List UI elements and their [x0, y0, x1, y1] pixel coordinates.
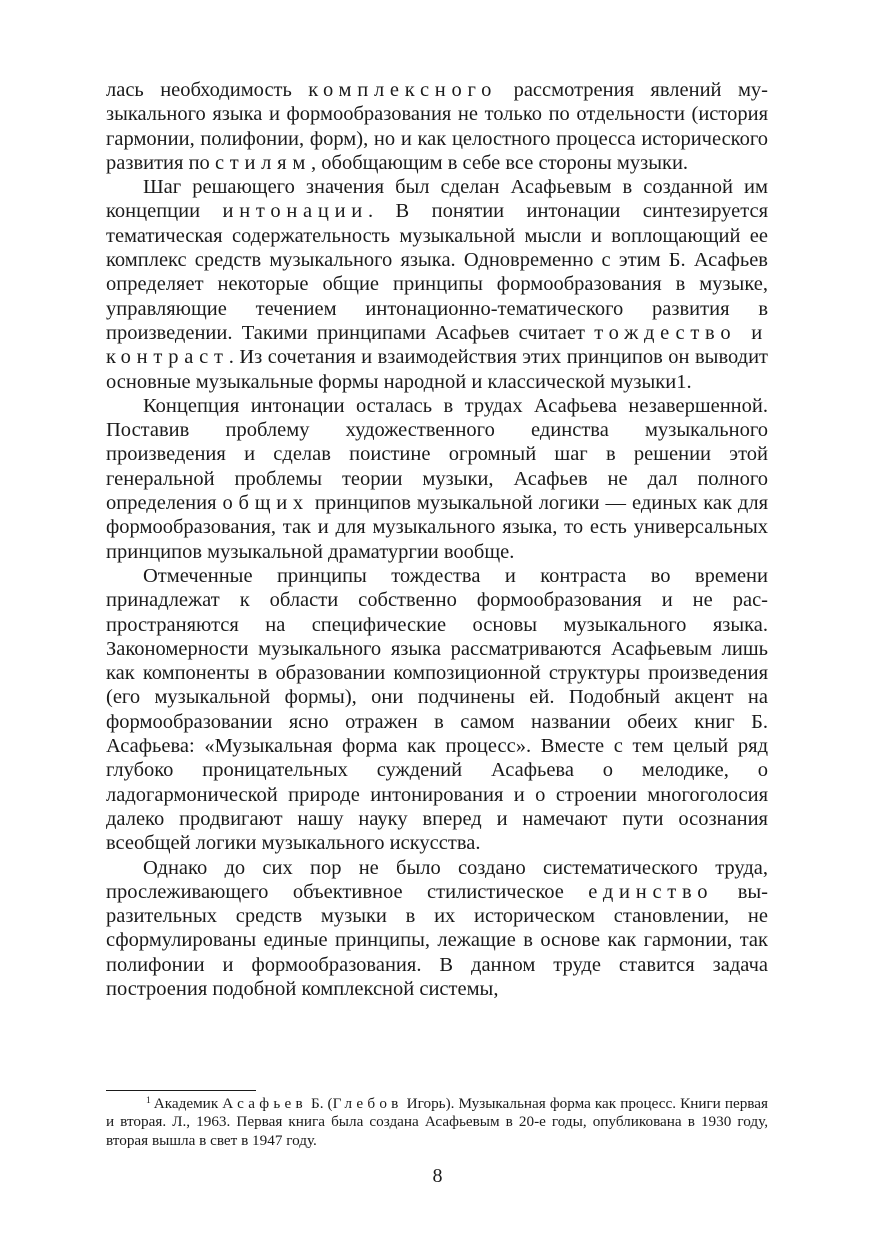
paragraph-1 [106, 78, 768, 175]
footnote [106, 1092, 768, 1150]
page-number: 8 [432, 1165, 443, 1187]
paragraph-text: Отмеченные принципы тождества и контраста во времени принадлежат к области собственно формообразования и не распространяются на специфические основы музыкального языка. Закономерности музыкального языка рассматриваются Асафьевым лишь как компоненты в образовании композиционной структуры произведения (его музыкальной формы), они подчинены ей. Подобный акцент на формообразовании ясно отражен в самом названии обеих книг Б. Асафьева: «Музыкальная форма как процесс». Вместе с тем целый ряд глубоко проницательных суждений Асафьева о мелодике, о ладогармонической природе интонирования и о строении многоголосия далеко продвигают нашу науку вперед и намечают пути осознания всеобщей логики музыкального искусства. [106, 564, 768, 855]
footnote-separator [106, 1090, 256, 1091]
spaced-emphasis: единство [588, 880, 714, 903]
spaced-emphasis: стилям [214, 151, 312, 174]
page-body [106, 78, 768, 1001]
footnote-part: Игорь). Музыкальная форма как процесс. Книги первая и вторая. Л., 1963. Первая книга была создана Асафьевым в 20-е годы, опубликована в 1930 году, вторая вышла в свет в 1947 году. [106, 1095, 769, 1149]
spaced-emphasis: Асафьев [222, 1095, 307, 1112]
paragraph-text: принципов музыкальной логики — единых как для формообразования, так и для музыкального языка, то есть универсальных принципов музыкальной драматургии вообще. [106, 492, 769, 563]
paragraph-4 [106, 564, 768, 856]
paragraph-text: выразительных средств музыки в их историческом становлении, не сформулированы единые принципы, лежащие в основе как гармонии, так полифонии и формообразования. В данном труде ставится задача построения подобной комплексной системы, [106, 880, 768, 1000]
footnote-part: Академик [153, 1095, 223, 1112]
spaced-emphasis: общих [222, 492, 309, 515]
spaced-emphasis: Глебов [332, 1095, 403, 1112]
paragraph-text: рассмотрения явлений музыкального языка и формообразования не только по отдельности (история гармонии, полифонии, форм), но и как целостного процесса исторического развития по [106, 79, 768, 174]
footnote-marker: 1 [146, 1096, 151, 1106]
spaced-emphasis: тождество и контраст [106, 321, 768, 369]
paragraph-text: , обобщающим в себе все стороны музыки. [311, 151, 689, 174]
paragraph-text: . В понятии интонации синтезируется тематическая содержательность музыкальной мысли и воплощающий ее комплекс средств музыкального языка. Одновременно с этим Б. Асафьев определяет некоторые общие принципы формообразования в музыке, управляющие течением интонационно-тематического развития в произведении. Такими принципами Асафьев считает [106, 200, 768, 344]
spaced-emphasis: комплексного [308, 79, 498, 101]
spaced-emphasis: интонации [222, 200, 369, 223]
paragraph-3 [106, 394, 768, 564]
footnote-text [106, 1092, 768, 1150]
paragraph-text: лась необходимость [106, 79, 309, 101]
footnote-part: Б. ( [306, 1095, 333, 1112]
paragraph-text: . Из сочетания и взаимодействия этих принципов он выводит основные музыкальные формы народной и классической музыки1. [106, 346, 768, 393]
paragraph-5 [106, 856, 768, 1002]
paragraph-text: Шаг решающего значения был сделан Асафьевым в созданной им концепции [106, 176, 768, 223]
paragraph-2 [106, 175, 768, 394]
paragraph-text: Концепция интонации осталась в трудах Асафьева незавершенной. Поставив проблему художественного единства музыкального произведения и сделав поистине огромный шаг в решении этой генеральной проблемы теории музыки, Асафьев не дал полного определения [106, 394, 768, 515]
paragraph-text: Однако до сих пор не было создано систематического труда, прослеживающего объективное стилистическое [106, 856, 768, 903]
